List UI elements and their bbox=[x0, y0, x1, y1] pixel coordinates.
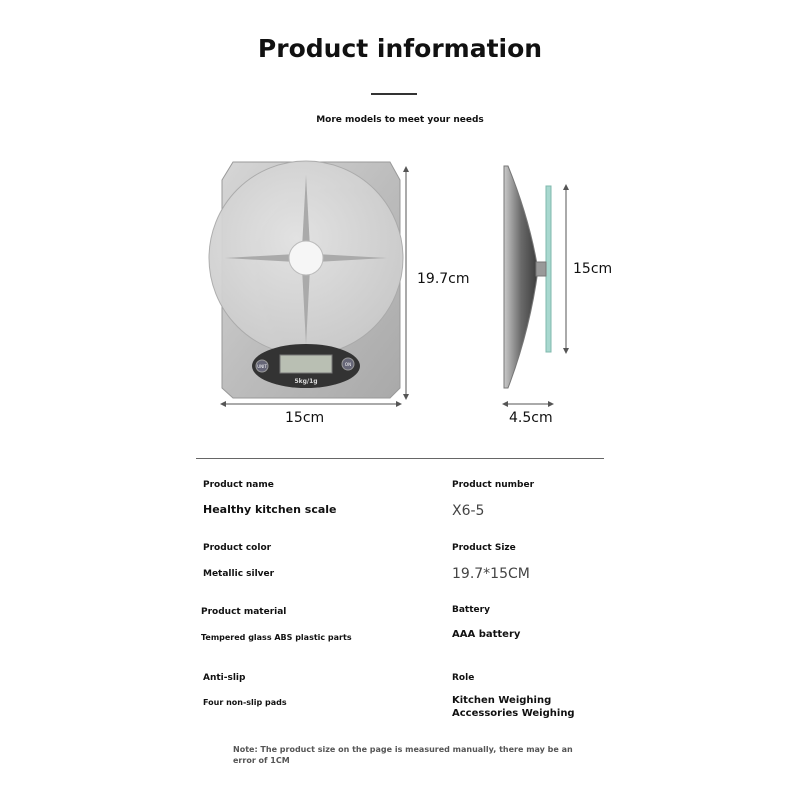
spec-value-product-size: 19.7*15CM bbox=[452, 566, 530, 582]
spec-label-role: Role bbox=[452, 673, 475, 683]
spec-label-product-number: Product number bbox=[452, 480, 535, 490]
spec-value-product-number: X6-5 bbox=[452, 503, 485, 519]
spec-value-product-color: Metallic silver bbox=[203, 569, 275, 579]
spec-label-battery: Battery bbox=[452, 605, 490, 615]
spec-value-anti-slip: Four non-slip pads bbox=[203, 698, 287, 707]
measurement-note: Note: The product size on the page is measured manually, there may be an error of 1CM bbox=[233, 745, 573, 765]
spec-label-product-name: Product name bbox=[203, 480, 274, 490]
spec-label-product-material: Product material bbox=[201, 607, 287, 617]
section-divider bbox=[196, 458, 604, 459]
power-button-label: ON bbox=[344, 362, 352, 367]
spec-label-product-color: Product color bbox=[203, 543, 272, 553]
spec-value-battery: AAA battery bbox=[452, 629, 521, 640]
capacity-label: 5kg/1g bbox=[294, 378, 318, 385]
front-height-label: 19.7cm bbox=[417, 271, 470, 287]
product-diagram bbox=[0, 150, 800, 440]
front-width-label: 15cm bbox=[285, 410, 325, 426]
spec-value-product-name: Healthy kitchen scale bbox=[203, 503, 337, 516]
unit-button-label: UNIT bbox=[257, 364, 267, 369]
page-subtitle: More models to meet your needs bbox=[316, 115, 484, 125]
spec-value-role: Kitchen Weighing Accessories Weighing bbox=[452, 695, 575, 719]
lcd-screen bbox=[280, 355, 332, 373]
side-height-label: 15cm bbox=[573, 261, 613, 277]
side-glass-edge bbox=[546, 186, 551, 352]
title-underline bbox=[371, 93, 417, 95]
side-depth-label: 4.5cm bbox=[509, 410, 553, 426]
spec-label-anti-slip: Anti-slip bbox=[203, 673, 246, 683]
scale-side-body bbox=[504, 166, 538, 388]
spec-label-product-size: Product Size bbox=[452, 543, 516, 553]
center-knob bbox=[289, 241, 323, 275]
page-title: Product information bbox=[257, 34, 543, 63]
spec-value-product-material: Tempered glass ABS plastic parts bbox=[201, 633, 352, 642]
